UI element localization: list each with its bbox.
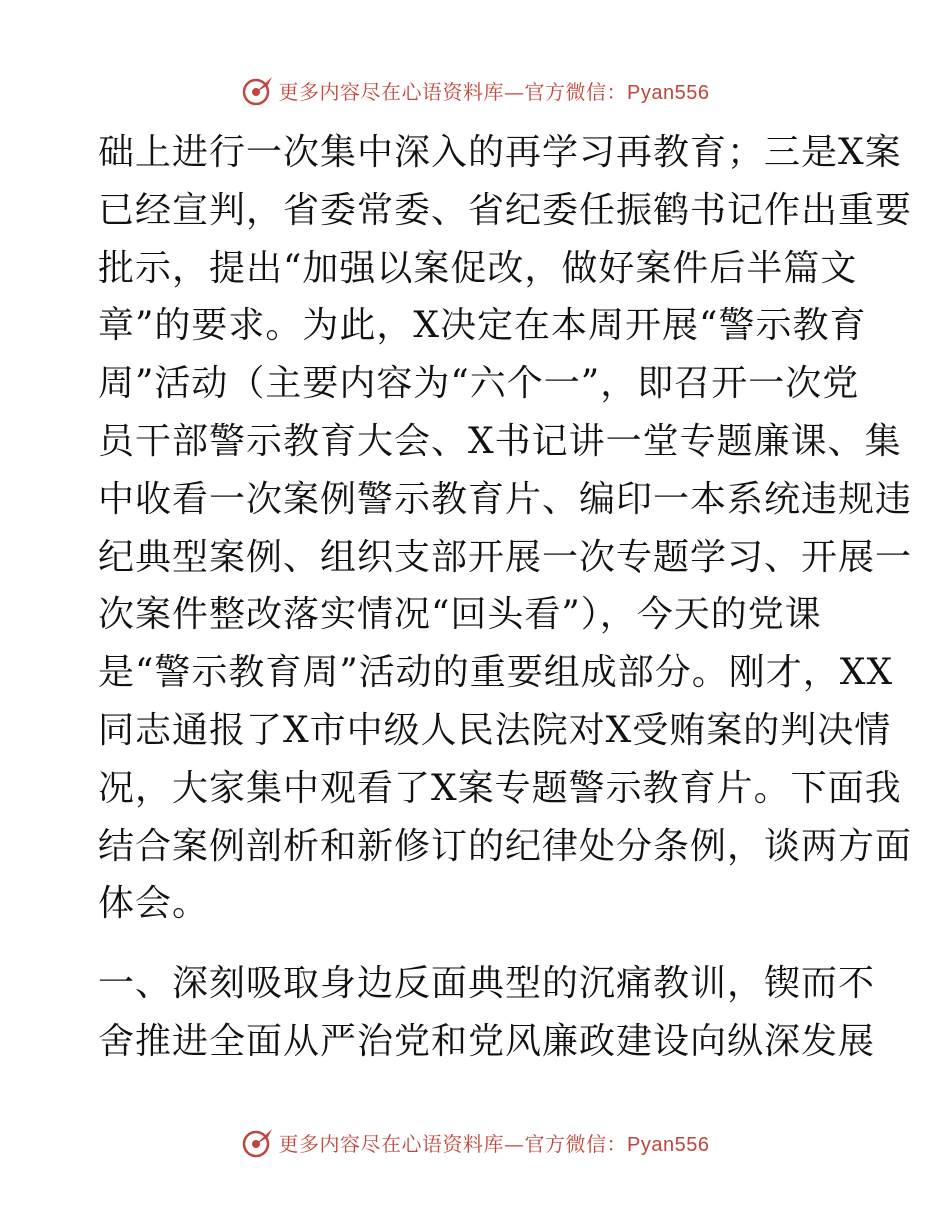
body-line: 同志通报了X市中级人民法院对X受贿案的判决情 — [98, 709, 892, 751]
document-body — [98, 124, 913, 1071]
banner-text: 更多内容尽在心语资料库—官方微信：Pyan556 — [278, 1131, 710, 1156]
banner-text: 更多内容尽在心语资料库—官方微信：Pyan556 — [278, 79, 710, 104]
section-heading-line: 一、深刻吸取身边反面典型的沉痛教训，锲而不 — [98, 963, 876, 1005]
body-line: 已经宣判，省委常委、省纪委任振鹤书记作出重要 — [98, 189, 913, 231]
body-line: 结合案例剖析和新修订的纪律处分条例，谈两方面 — [98, 825, 913, 867]
quill-logo-icon — [241, 1125, 275, 1159]
body-line: 纪典型案例、组织支部开展一次专题学习、开展一 — [98, 536, 913, 578]
body-line: 体会。 — [98, 883, 210, 925]
body-line: 次案件整改落实情况“回头看”），今天的党课 — [98, 594, 822, 636]
body-line: 况，大家集中观看了X案专题警示教育片。下面我 — [98, 767, 902, 809]
wechat-id: Pyan556 — [627, 1133, 710, 1156]
body-line: 础上进行一次集中深入的再学习再教育；三是X案 — [98, 132, 902, 173]
body-line: 是“警示教育周”活动的重要组成部分。刚才，XX — [98, 652, 894, 694]
quill-logo-icon — [241, 73, 275, 107]
body-line: 批示，提出“加强以案促改，做好案件后半篇文 — [98, 247, 858, 289]
body-line: 中收看一次案例警示教育片、编印一本系统违规违 — [98, 478, 913, 520]
body-line: 章”的要求。为此，X决定在本周开展“警示教育 — [98, 305, 867, 347]
body-line: 员干部警示教育大会、X书记讲一堂专题廉课、集 — [98, 420, 902, 462]
section-spacer — [98, 933, 858, 955]
header-banner — [0, 70, 950, 110]
body-line: 周”活动（主要内容为“六个一”，即召开一次党 — [98, 363, 860, 405]
section-heading-line: 舍推进全面从严治党和党风廉政建设向纵深发展 — [98, 1020, 876, 1062]
wechat-id: Pyan556 — [627, 81, 710, 104]
footer-banner — [0, 1122, 950, 1162]
